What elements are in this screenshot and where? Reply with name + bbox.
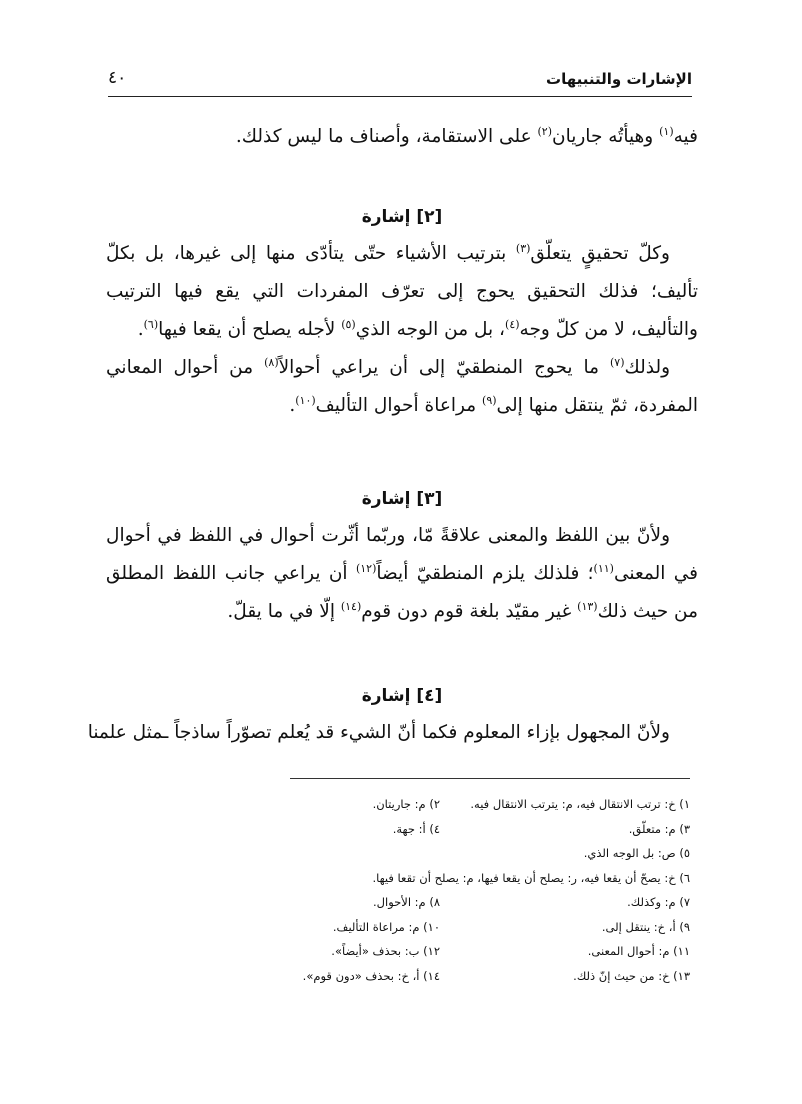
text-run: ولذلك [624, 357, 671, 378]
footnote-ref-2: (٢) [537, 124, 552, 138]
running-head [108, 66, 692, 97]
text-run: على الاستقامة، وأصناف ما ليس كذلك. [235, 126, 538, 147]
footnote-9: ٩) أ، خ: ينتقل إلى. [601, 919, 690, 934]
page-number: ٤٠ [108, 68, 127, 88]
footnote-ref-10: (١٠) [295, 393, 316, 407]
footnote-8: ٨) م: الأحوال. [373, 895, 440, 909]
footnote-2: ٢) م: جاريتان. [372, 797, 440, 811]
footnote-12: ١٢) ب: بحذف «أيضاً». [331, 944, 440, 958]
footnote-row [250, 964, 690, 989]
footnote-ref-1: (١) [659, 124, 674, 138]
section-3 [106, 485, 698, 631]
text-run: أن يراعي جانب اللفظ المطلق من حيث ذلك [106, 563, 698, 622]
section-2 [106, 203, 698, 425]
running-head-title: الإشارات والتنبيهات [546, 70, 692, 88]
footnote-7: ٧) م: وكذلك. [627, 895, 690, 909]
intro-paragraph-block [106, 118, 698, 156]
footnote-ref-14: (١٤) [340, 599, 362, 613]
section-2-paragraph-2 [106, 349, 698, 425]
footnote-row [250, 939, 690, 964]
text-run: ولأنّ بين اللفظ والمعنى علاقةً مّا، وربّما أثّرت أحوال في اللفظ في أحوال في المعنى [106, 525, 698, 584]
section-3-heading: [٣] إشارة [361, 489, 443, 509]
text-run: من أحوال المعاني المفردة، ثمّ ينتقل منها إلى [106, 357, 698, 416]
footnote-ref-12: (١٢) [355, 561, 377, 575]
section-4-paragraph-1: ولأنّ المجهول بإزاء المعلوم فكما أنّ الشيء قد يُعلم تصوّراً ساذجاً ـمثل علمنا [87, 722, 670, 743]
footnote-row [250, 890, 690, 915]
section-4-heading: [٤] إشارة [361, 686, 443, 706]
footnote-10: ١٠) م: مراعاة التأليف. [332, 919, 440, 934]
footnote-4: ٤) أ: جهة. [392, 821, 440, 836]
text-run: وهيأتُه جاريان [552, 126, 660, 147]
footnote-ref-4: (٤) [505, 317, 520, 331]
footnote-13: ١٣) خ: من حيث إنّ ذلك. [573, 968, 690, 983]
text-run: . [289, 395, 296, 416]
text-run: . [137, 319, 144, 340]
text-run: لأجله يصلح أن يقعا فيها [158, 319, 342, 340]
footnote-14: ١٤) أ، خ: بحذف «دون قوم». [302, 968, 440, 983]
text-run: إلّا في ما يقلّ. [227, 601, 341, 622]
text-run: ، بل من الوجه الذي [355, 319, 506, 340]
section-3-paragraph-1 [106, 517, 698, 631]
footnote-ref-8: (٨) [264, 355, 279, 369]
text-run: مراعاة أحوال التأليف [315, 395, 483, 416]
text-run: ؛ فلذلك يلزم المنطقيّ أيضاً [376, 563, 594, 584]
footnote-1: ١) خ: ترتب الانتقال فيه، م: يترتب الانتقال فيه. [470, 797, 690, 811]
footnote-6: ٦) خ: يصحّ أن يقعا فيه، ر: يصلح أن يقعا فيها، م: يصلح أن تقعا فيها. [372, 870, 690, 885]
footnote-separator [290, 778, 690, 779]
section-2-heading: [٢] إشارة [361, 207, 443, 227]
footnote-row [250, 866, 690, 891]
footnote-ref-6: (٦) [143, 317, 159, 331]
footnote-ref-7: (٧) [609, 355, 625, 369]
intro-paragraph [106, 118, 698, 156]
footnote-row [250, 841, 690, 866]
footnote-row [250, 792, 690, 817]
footnote-ref-5: (٥) [341, 317, 356, 331]
footnote-row [250, 817, 690, 842]
footnote-3: ٣) م: متعلّق. [628, 821, 690, 836]
footnote-ref-13: (١٣) [577, 599, 598, 613]
text-run: غير مقيّد بلغة قوم دون قوم [361, 601, 578, 622]
text-run: ما يحوج المنطقيّ إلى أن يراعي أحوالاً [278, 357, 610, 378]
section-2-paragraph-1 [106, 235, 698, 349]
text-run: بترتيب الأشياء حتّى يتأدّى منها إلى غيرها، بل بكلّ تأليف؛ فذلك التحقيق يحوج إلى تعرّف المفردات التي يقع فيها الترتيب والتأليف، لا من كلّ وجه [106, 243, 698, 340]
section-4 [87, 682, 698, 752]
footnote-11: ١١) م: أحوال المعنى. [587, 944, 690, 958]
text-run: فيه [673, 126, 698, 147]
footnotes [250, 792, 690, 988]
footnote-ref-11: (١١) [593, 561, 614, 575]
footnote-5: ٥) ص: بل الوجه الذي. [583, 846, 690, 860]
text-run: وكلّ تحقيقٍ يتعلّق [530, 243, 670, 264]
footnote-row [250, 915, 690, 940]
footnote-ref-3: (٣) [515, 241, 531, 255]
footnote-ref-9: (٩) [482, 393, 497, 407]
